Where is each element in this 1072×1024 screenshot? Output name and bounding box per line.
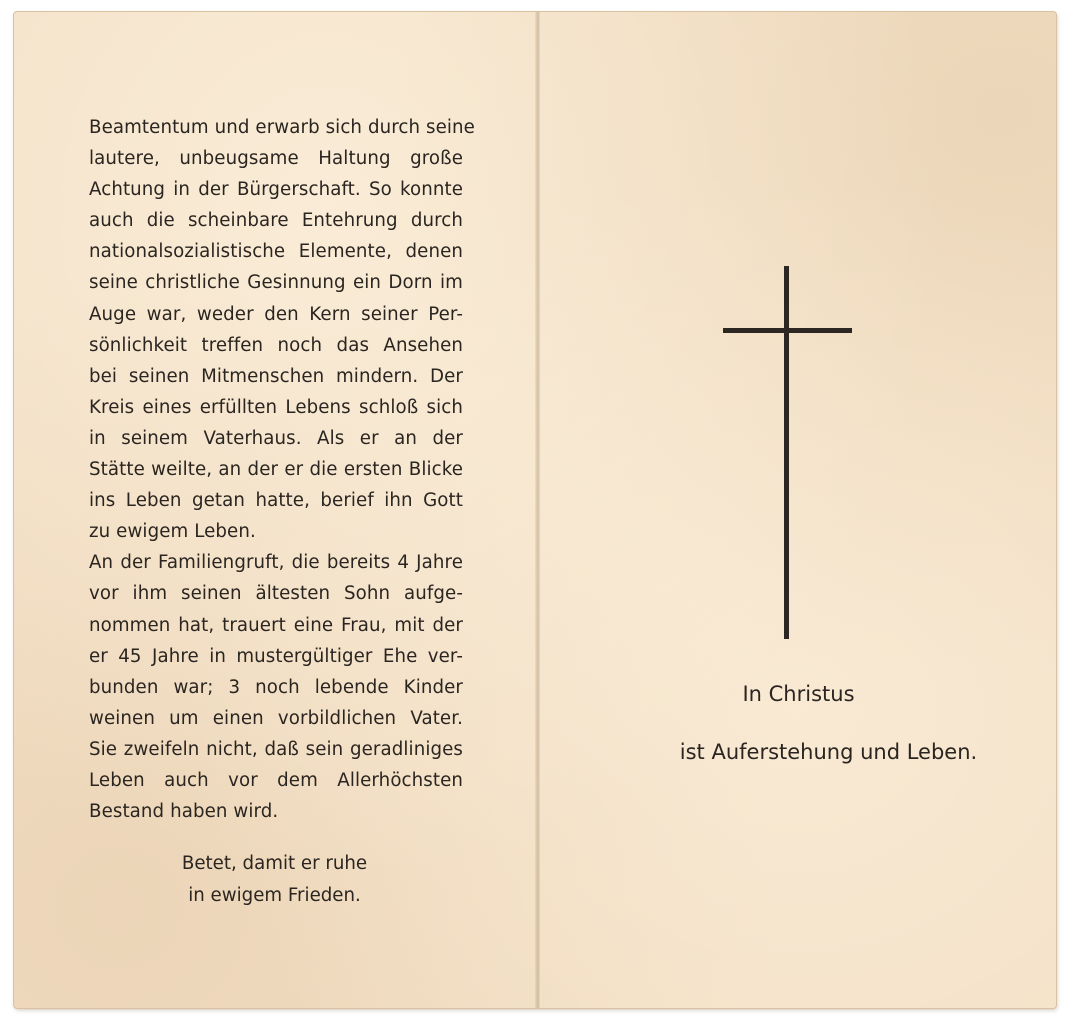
text-line: Kreis eines erfüllten Lebens schloß sich: [89, 396, 463, 418]
prayer-line-2: in ewigem Frieden.: [188, 885, 361, 906]
text-line: auch die scheinbare Entehrung durch: [89, 210, 463, 232]
text-line: ins Leben getan hatte, berief ihn Gott: [89, 490, 463, 512]
text-line: nommen hat, trauert eine Frau, mit der: [89, 614, 463, 636]
left-page: [14, 12, 535, 1008]
text-line: nationalsozialistische Elemente, denen: [89, 241, 463, 263]
text-line: in seinem Vaterhaus. Als er an der: [89, 427, 463, 449]
text-line: An der Familiengruft, die bereits 4 Jahre: [89, 552, 463, 574]
text-line: vor ihm seinen ältesten Sohn aufge-: [89, 583, 463, 605]
text-line: weinen um einen vorbildlichen Vater.: [89, 707, 463, 729]
memorial-card: [14, 12, 1056, 1008]
motto-line-2: ist Auferstehung und Leben.: [679, 740, 978, 764]
text-line: Sie zweifeln nicht, daß sein geradliniges: [89, 738, 463, 760]
text-line: bunden war; 3 noch lebende Kinder: [89, 676, 463, 698]
text-line: sönlichkeit treffen noch das Ansehen: [89, 334, 463, 356]
motto-line-1: In Christus: [742, 682, 855, 706]
text-line: Beamtentum und erwarb sich durch seine: [89, 117, 475, 138]
text-line: Auge war, weder den Kern seiner Per-: [89, 303, 463, 325]
text-line: lautere, unbeugsame Haltung große: [89, 148, 463, 170]
cross-icon: [541, 12, 1056, 1008]
right-page: [541, 12, 1056, 1008]
text-line: Bestand haben wird.: [89, 801, 279, 823]
text-line: Leben auch vor dem Allerhöchsten: [89, 769, 463, 791]
text-line: zu ewigem Leben.: [89, 521, 256, 543]
text-line: bei seinen Mitmenschen mindern. Der: [89, 365, 463, 387]
obituary-text: [89, 112, 475, 827]
prayer-closing: [14, 848, 535, 912]
text-line: Achtung in der Bürgerschaft. So konnte: [89, 179, 463, 201]
prayer-line-1: Betet, damit er ruhe: [181, 853, 368, 874]
text-line: seine christliche Gesinnung ein Dorn im: [89, 272, 463, 294]
text-line: Stätte weilte, an der er die ersten Blicke: [89, 459, 463, 481]
text-line: er 45 Jahre in mustergültiger Ehe ver-: [89, 645, 463, 667]
